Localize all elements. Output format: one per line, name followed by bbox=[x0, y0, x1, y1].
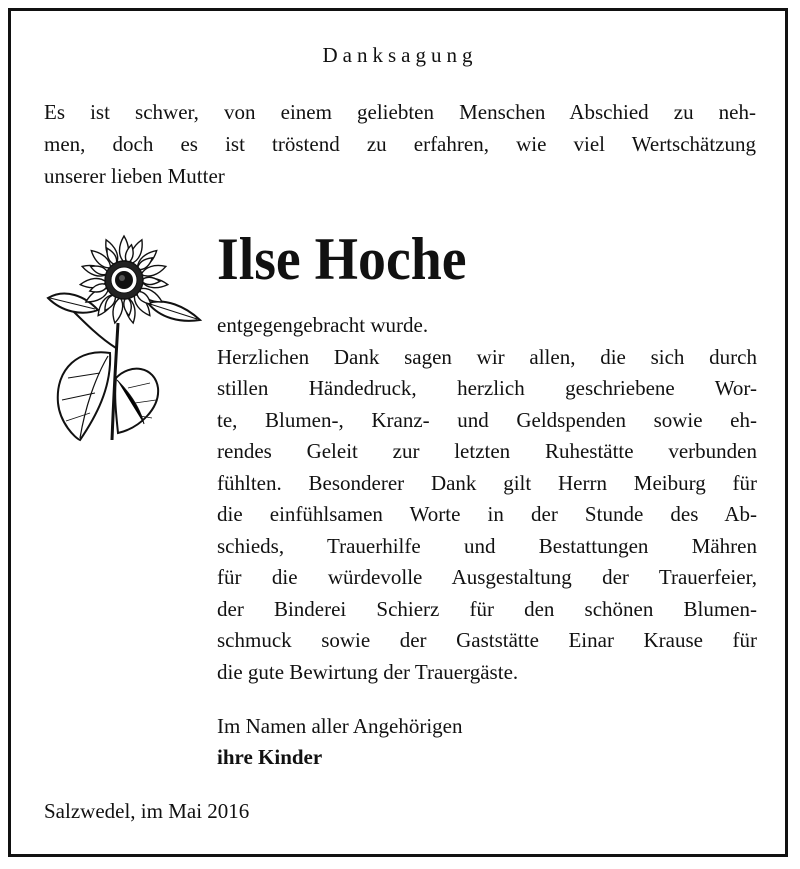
body-line: stillen Händedruck, herzlich geschriebene Wor- bbox=[217, 376, 757, 400]
intro-paragraph bbox=[44, 96, 756, 192]
body-line: schmuck sowie der Gaststätte Einar Krause für bbox=[217, 628, 757, 652]
body-line: te, Blumen-, Kranz- und Geldspenden sowie eh- bbox=[217, 407, 757, 432]
body-line: die gute Bewirtung der Trauergäste. bbox=[217, 659, 519, 684]
signature-block bbox=[217, 711, 463, 773]
body-line: rendes Geleit zur letzten Ruhestätte verbunden bbox=[217, 439, 757, 463]
signed-by: ihre Kinder bbox=[217, 745, 323, 769]
deceased-name: Ilse Hoche bbox=[217, 226, 467, 292]
body-line: Herzlichen Dank sagen wir allen, die sich durch bbox=[217, 344, 757, 369]
place-date: Salzwedel, im Mai 2016 bbox=[44, 799, 250, 823]
notice-heading: Danksagung bbox=[322, 43, 478, 67]
intro-line: men, doch es ist tröstend zu erfahren, wie viel Wertschätzung bbox=[44, 132, 756, 156]
intro-line: unserer lieben Mutter bbox=[44, 164, 225, 188]
body-line: entgegengebracht wurde. bbox=[217, 313, 429, 337]
body-line: schieds, Trauerhilfe und Bestattungen Mähren bbox=[217, 533, 757, 558]
body-paragraph bbox=[217, 310, 757, 688]
sunflower-icon bbox=[40, 228, 210, 443]
body-line: für die würdevolle Ausgestaltung der Trauerfeier, bbox=[217, 565, 757, 589]
signoff-text: Im Namen aller Angehörigen bbox=[217, 714, 463, 738]
body-line: fühlten. Besonderer Dank gilt Herrn Meiburg für bbox=[217, 470, 757, 495]
body-line: der Binderei Schierz für den schönen Blumen- bbox=[217, 596, 757, 621]
intro-line: Es ist schwer, von einem geliebten Menschen Abschied zu neh- bbox=[44, 100, 756, 124]
body-line: die einfühlsamen Worte in der Stunde des Ab- bbox=[217, 502, 757, 526]
